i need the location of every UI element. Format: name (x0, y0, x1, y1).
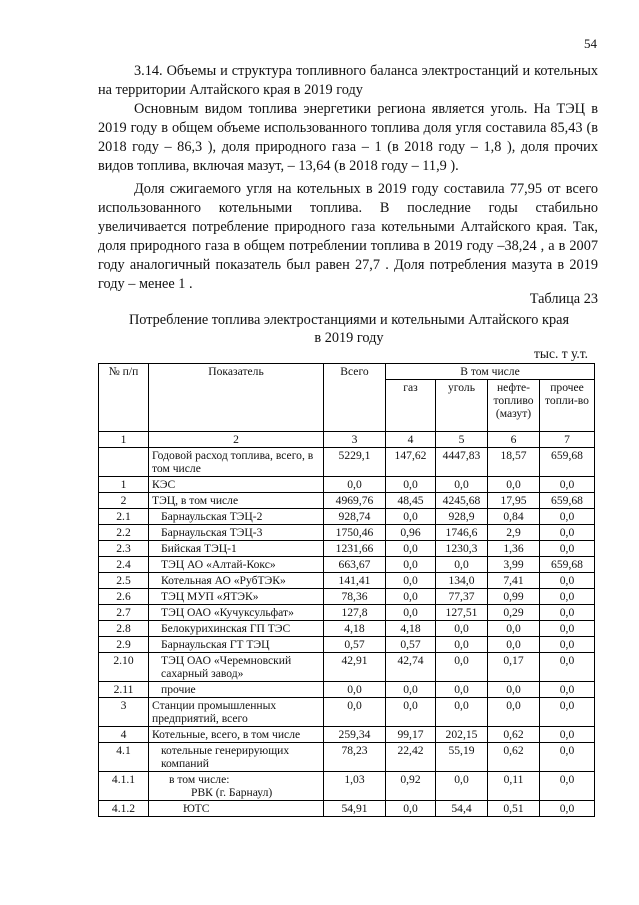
row-num: 2.5 (99, 573, 149, 589)
row-oil: 0,0 (488, 698, 540, 727)
table-row (99, 682, 595, 698)
row-name-text: Годовой расход топлива, всего, в том числе (152, 449, 314, 475)
row-total: 928,74 (324, 509, 386, 525)
row-gas: 147,62 (386, 448, 436, 477)
row-name-text: котельные генерирующих компаний (161, 744, 290, 770)
row-name-text: Станции промышленных предприятий, всего (152, 699, 277, 725)
row-num: 2.2 (99, 525, 149, 541)
row-num: 2.9 (99, 637, 149, 653)
paragraph-1: Основным видом топлива энергетики региона является уголь. На ТЭЦ в 2019 году в общем объеме использованного топлива доля угля составила 85,43 (в 2018 году – 86,3 ), доля природного газа – 1 (в 2018 году – 1,8 ), доля прочих видов топлива, включая мазут, – 13,64 (в 2018 году – 11,9 ). (98, 101, 598, 174)
row-name (149, 682, 324, 698)
row-coal: 1746,6 (436, 525, 488, 541)
row-coal: 77,37 (436, 589, 488, 605)
row-other: 0,0 (540, 605, 595, 621)
row-total: 0,0 (324, 698, 386, 727)
row-other: 0,0 (540, 727, 595, 743)
row-gas: 0,0 (386, 573, 436, 589)
row-gas: 0,0 (386, 589, 436, 605)
row-coal: 127,51 (436, 605, 488, 621)
row-name (149, 727, 324, 743)
row-gas: 0,0 (386, 541, 436, 557)
paragraph-2: Доля сжигаемого угля на котельных в 2019 году составила 77,95 от всего использованного котельными топлива. В последние годы стабильно увеличивается потребление природного газа котельными Алтайского края. Так, доля природного газа в общем потреблении топлива в 2019 году –38,24 , а в 2007 году аналогичный показатель был равен 27,7 . Доля потребления мазута в 2019 году – менее 1 . (98, 181, 598, 292)
table-row (99, 541, 595, 557)
row-name (149, 698, 324, 727)
row-num: 3 (99, 698, 149, 727)
row-name (149, 557, 324, 573)
row-total: 4969,76 (324, 493, 386, 509)
row-other: 659,68 (540, 448, 595, 477)
row-name (149, 448, 324, 477)
row-name (149, 509, 324, 525)
row-num: 4 (99, 727, 149, 743)
col-number-2: 2 (149, 432, 324, 448)
header-coal: уголь (436, 380, 488, 432)
row-name (149, 605, 324, 621)
row-total: 4,18 (324, 621, 386, 637)
row-total: 54,91 (324, 801, 386, 817)
row-name-text: Барнаульская ТЭЦ-2 (161, 510, 263, 523)
row-name-text: в том числе: (169, 773, 230, 786)
row-num: 2.7 (99, 605, 149, 621)
header-indicator: Показатель (149, 364, 324, 432)
row-num: 2.1 (99, 509, 149, 525)
row-name-text: Барнаульская ГТ ТЭЦ (161, 638, 270, 651)
row-name-text: Барнаульская ТЭЦ-3 (161, 526, 263, 539)
row-oil: 0,11 (488, 772, 540, 801)
table-row (99, 743, 595, 772)
table-row (99, 573, 595, 589)
col-number-1: 1 (99, 432, 149, 448)
row-coal: 0,0 (436, 772, 488, 801)
row-coal: 0,0 (436, 653, 488, 682)
row-oil: 0,99 (488, 589, 540, 605)
row-coal: 0,0 (436, 557, 488, 573)
row-oil: 0,84 (488, 509, 540, 525)
row-other: 0,0 (540, 589, 595, 605)
table-row (99, 801, 595, 817)
row-oil: 17,95 (488, 493, 540, 509)
row-name (149, 621, 324, 637)
row-num: 4.1.1 (99, 772, 149, 801)
table-label: Таблица 23 (529, 291, 598, 307)
row-name (149, 637, 324, 653)
row-total: 1,03 (324, 772, 386, 801)
row-gas: 4,18 (386, 621, 436, 637)
row-gas: 0,0 (386, 477, 436, 493)
row-oil: 18,57 (488, 448, 540, 477)
col-number-4: 4 (386, 432, 436, 448)
row-gas: 0,0 (386, 682, 436, 698)
row-name-text: Белокурихинская ГП ТЭС (161, 622, 291, 635)
row-total: 5229,1 (324, 448, 386, 477)
row-name-text: КЭС (152, 478, 176, 491)
row-num: 2 (99, 493, 149, 509)
row-name (149, 589, 324, 605)
row-name (149, 525, 324, 541)
table-row (99, 509, 595, 525)
row-total: 78,36 (324, 589, 386, 605)
row-num: 2.4 (99, 557, 149, 573)
row-total: 1750,46 (324, 525, 386, 541)
col-number-5: 5 (436, 432, 488, 448)
row-other: 0,0 (540, 509, 595, 525)
table-row (99, 621, 595, 637)
row-gas: 22,42 (386, 743, 436, 772)
row-num: 2.3 (99, 541, 149, 557)
row-gas: 99,17 (386, 727, 436, 743)
row-name (149, 493, 324, 509)
row-other: 0,0 (540, 541, 595, 557)
row-total: 127,8 (324, 605, 386, 621)
row-name (149, 801, 324, 817)
table-row (99, 772, 595, 801)
row-other: 0,0 (540, 801, 595, 817)
row-coal: 4245,68 (436, 493, 488, 509)
row-oil: 2,9 (488, 525, 540, 541)
col-number-3: 3 (324, 432, 386, 448)
col-number-6: 6 (488, 432, 540, 448)
header-other: прочее топли-во (540, 380, 595, 432)
header-including: В том числе (386, 364, 595, 380)
row-gas: 0,96 (386, 525, 436, 541)
row-gas: 48,45 (386, 493, 436, 509)
row-num: 2.11 (99, 682, 149, 698)
row-total: 42,91 (324, 653, 386, 682)
row-gas: 0,0 (386, 605, 436, 621)
row-total: 663,67 (324, 557, 386, 573)
table-row (99, 525, 595, 541)
row-other: 0,0 (540, 573, 595, 589)
row-coal: 4447,83 (436, 448, 488, 477)
row-name-text: ТЭЦ МУП «ЯТЭК» (161, 590, 259, 603)
row-oil: 0,29 (488, 605, 540, 621)
row-other: 0,0 (540, 653, 595, 682)
row-coal: 1230,3 (436, 541, 488, 557)
row-name-text: ТЭЦ, в том числе (152, 494, 239, 507)
row-total: 141,41 (324, 573, 386, 589)
row-oil: 3,99 (488, 557, 540, 573)
table-row (99, 557, 595, 573)
row-gas: 0,92 (386, 772, 436, 801)
row-num (99, 448, 149, 477)
row-gas: 0,0 (386, 801, 436, 817)
row-other: 0,0 (540, 637, 595, 653)
row-coal: 0,0 (436, 698, 488, 727)
row-name (149, 573, 324, 589)
row-other: 0,0 (540, 525, 595, 541)
row-gas: 42,74 (386, 653, 436, 682)
row-other: 659,68 (540, 493, 595, 509)
header-gas: газ (386, 380, 436, 432)
table-row (99, 653, 595, 682)
row-name (149, 653, 324, 682)
row-name-text-2: РВК (г. Барнаул) (191, 786, 273, 799)
row-oil: 7,41 (488, 573, 540, 589)
table-row (99, 637, 595, 653)
table-row (99, 493, 595, 509)
row-coal: 55,19 (436, 743, 488, 772)
row-oil: 0,0 (488, 477, 540, 493)
row-total: 0,57 (324, 637, 386, 653)
row-coal: 54,4 (436, 801, 488, 817)
row-num: 1 (99, 477, 149, 493)
row-other: 0,0 (540, 698, 595, 727)
row-other: 0,0 (540, 772, 595, 801)
row-coal: 0,0 (436, 621, 488, 637)
row-oil: 1,36 (488, 541, 540, 557)
row-gas: 0,0 (386, 557, 436, 573)
header-num: № п/п (99, 364, 149, 432)
row-num: 2.8 (99, 621, 149, 637)
row-gas: 0,57 (386, 637, 436, 653)
row-coal: 0,0 (436, 637, 488, 653)
table-title-line1: Потребление топлива электростанциями и котельными Алтайского края (128, 312, 570, 328)
header-total: Всего (324, 364, 386, 432)
row-name-text: ТЭЦ ОАО «Черемновский сахарный завод» (161, 654, 292, 680)
row-oil: 0,51 (488, 801, 540, 817)
row-name (149, 772, 324, 801)
table-row (99, 448, 595, 477)
row-other: 659,68 (540, 557, 595, 573)
row-num: 2.6 (99, 589, 149, 605)
row-num: 4.1 (99, 743, 149, 772)
row-total: 259,34 (324, 727, 386, 743)
table-title-line2: в 2019 году (314, 330, 384, 346)
row-name-text: прочие (161, 683, 196, 696)
row-coal: 0,0 (436, 682, 488, 698)
table-row (99, 589, 595, 605)
units-label: тыс. т у.т. (534, 346, 589, 361)
row-oil: 0,0 (488, 621, 540, 637)
row-name-text: Бийская ТЭЦ-1 (161, 542, 237, 555)
fuel-consumption-table (98, 363, 595, 817)
row-oil: 0,0 (488, 637, 540, 653)
row-num: 2.10 (99, 653, 149, 682)
table-row (99, 605, 595, 621)
row-name-text: ЮТС (183, 802, 210, 815)
row-other: 0,0 (540, 682, 595, 698)
table-row (99, 698, 595, 727)
row-coal: 928,9 (436, 509, 488, 525)
row-other: 0,0 (540, 743, 595, 772)
row-total: 1231,66 (324, 541, 386, 557)
col-number-7: 7 (540, 432, 595, 448)
section-title: 3.14. Объемы и структура топливного баланса электростанций и котельных на территории Алтайского края в 2019 году (98, 63, 598, 98)
row-oil: 0,62 (488, 727, 540, 743)
row-coal: 0,0 (436, 477, 488, 493)
row-name (149, 743, 324, 772)
row-name-text: Котельная АО «РубТЭК» (161, 574, 286, 587)
row-name-text: Котельные, всего, в том числе (152, 728, 301, 741)
row-coal: 134,0 (436, 573, 488, 589)
row-name-text: ТЭЦ АО «Алтай-Кокс» (161, 558, 276, 571)
row-oil: 0,0 (488, 682, 540, 698)
row-oil: 0,17 (488, 653, 540, 682)
row-name (149, 541, 324, 557)
table-row (99, 727, 595, 743)
row-other: 0,0 (540, 477, 595, 493)
header-oil: нефте-топливо (мазут) (488, 380, 540, 432)
row-gas: 0,0 (386, 698, 436, 727)
row-total: 78,23 (324, 743, 386, 772)
row-total: 0,0 (324, 477, 386, 493)
row-coal: 202,15 (436, 727, 488, 743)
row-name (149, 477, 324, 493)
row-other: 0,0 (540, 621, 595, 637)
row-gas: 0,0 (386, 509, 436, 525)
table-row (99, 477, 595, 493)
row-total: 0,0 (324, 682, 386, 698)
page-number: 54 (584, 36, 597, 51)
row-num: 4.1.2 (99, 801, 149, 817)
row-name-text: ТЭЦ ОАО «Кучуксульфат» (161, 606, 294, 619)
row-oil: 0,62 (488, 743, 540, 772)
